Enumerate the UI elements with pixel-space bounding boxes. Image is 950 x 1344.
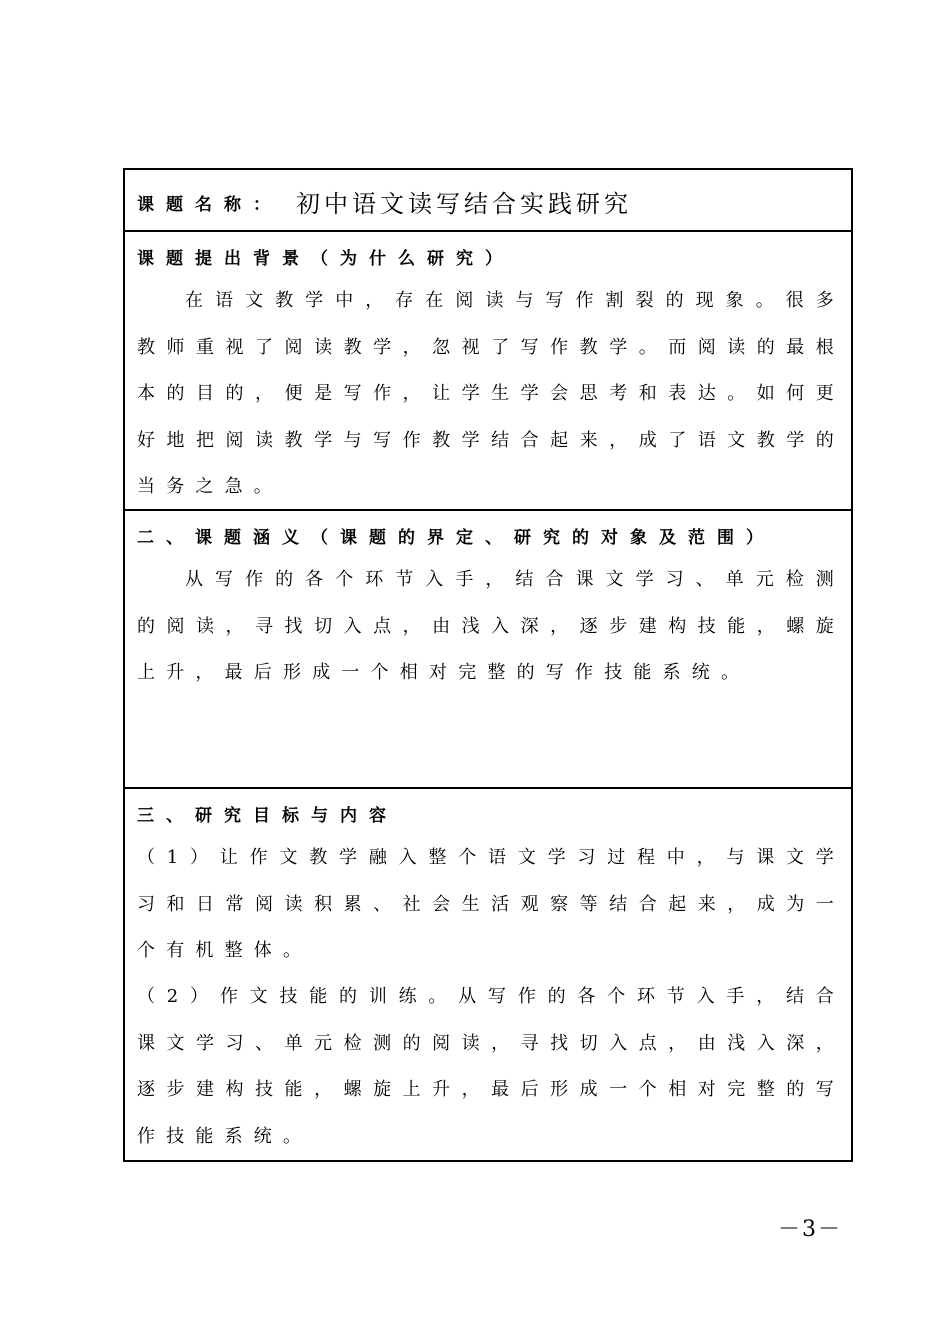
background-section bbox=[125, 232, 851, 511]
title-row bbox=[125, 170, 851, 232]
meaning-heading: 二、课题涵义（课题的界定、研究的对象及范围） bbox=[137, 528, 775, 548]
project-form-table bbox=[123, 168, 853, 1162]
goals-section bbox=[125, 789, 851, 1160]
background-text: 在语文教学中，存在阅读与写作割裂的现象。很多教师重视了阅读教学，忽视了写作教学。而阅读的最根本的目的，便是写作，让学生学会思考和表达。如何更好地把阅读教学与写作教学结合起来，成了语文教学的当务之急。 bbox=[137, 290, 845, 497]
goals-heading: 三、研究目标与内容 bbox=[137, 806, 398, 826]
page-number: －3－ bbox=[778, 1217, 842, 1242]
goal-item-1: （1）让作文教学融入整个语文学习过程中，与课文学习和日常阅读积累、社会生活观察等结合起来，成为一个有机整体。 bbox=[137, 847, 845, 961]
meaning-section bbox=[125, 511, 851, 789]
title-label: 课题名称： bbox=[137, 195, 282, 215]
project-title: 初中语文读写结合实践研究 bbox=[296, 190, 632, 218]
goal-item-2: （2）作文技能的训练。从写作的各个环节入手，结合课文学习、单元检测的阅读，寻找切入点，由浅入深，逐步建构技能，螺旋上升，最后形成一个相对完整的写作技能系统。 bbox=[137, 986, 845, 1147]
background-heading: 课题提出背景（为什么研究） bbox=[137, 249, 514, 269]
meaning-text: 从写作的各个环节入手，结合课文学习、单元检测的阅读，寻找切入点，由浅入深，逐步建构技能，螺旋上升，最后形成一个相对完整的写作技能系统。 bbox=[137, 569, 845, 683]
